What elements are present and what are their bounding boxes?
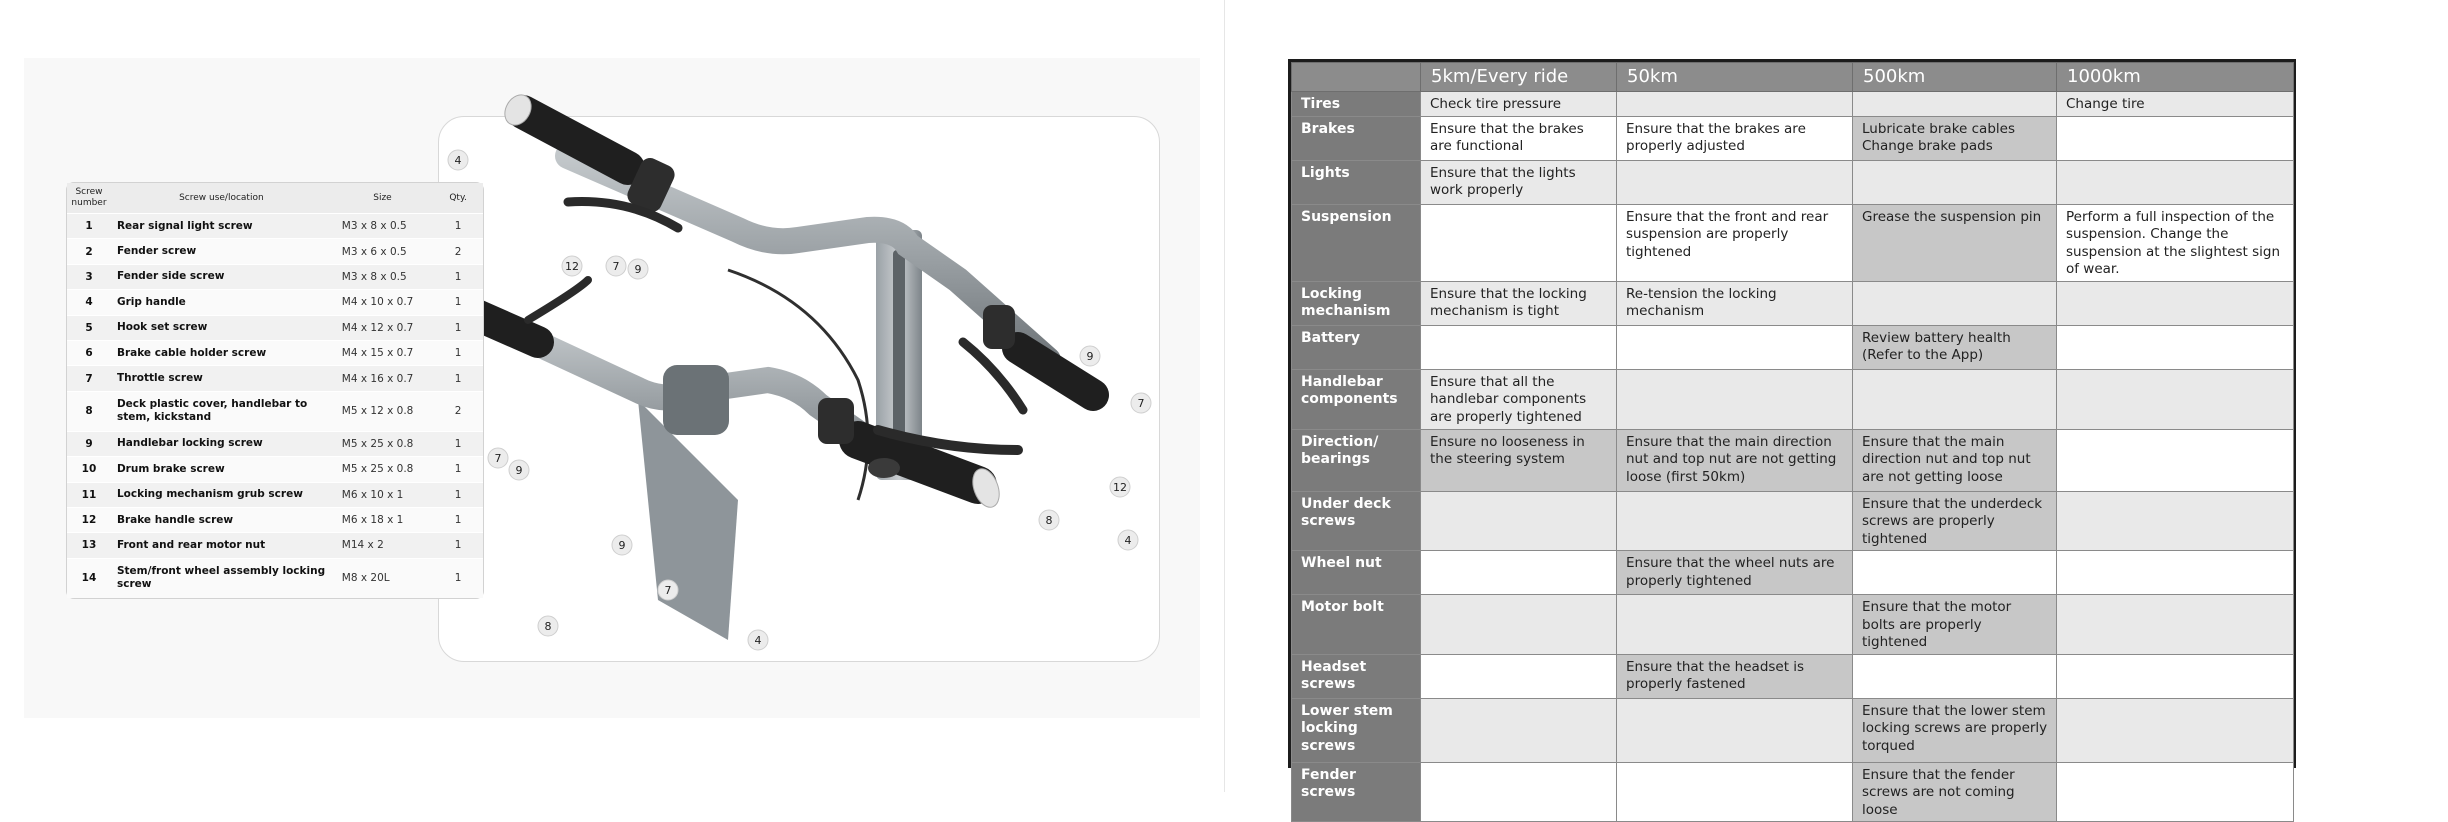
maintenance-cell: Ensure that the lower stem locking screws are properly torqued bbox=[1853, 698, 2057, 762]
screw-qty: 1 bbox=[433, 558, 483, 598]
screw-use: Throttle screw bbox=[111, 365, 332, 390]
maintenance-cell bbox=[1617, 369, 1853, 429]
screw-row bbox=[67, 289, 483, 314]
component-label: Locking mechanism bbox=[1292, 281, 1421, 325]
screw-number: 2 bbox=[67, 238, 111, 263]
screw-use: Stem/front wheel assembly locking screw bbox=[111, 558, 332, 598]
maintenance-cell bbox=[1853, 654, 2057, 698]
maintenance-cell bbox=[1617, 491, 1853, 551]
callout-label: 12 bbox=[565, 260, 579, 273]
maintenance-table-body bbox=[1292, 92, 2294, 822]
maintenance-cell bbox=[1617, 762, 1853, 822]
screw-table-body bbox=[67, 213, 483, 598]
component-label: Motor bolt bbox=[1292, 595, 1421, 655]
maintenance-cell: Perform a full inspection of the suspension. Change the suspension at the slightest sign of wear. bbox=[2057, 204, 2294, 281]
maintenance-cell bbox=[1421, 698, 1617, 762]
callout-label: 12 bbox=[1113, 481, 1127, 494]
throttle-box-lower bbox=[818, 398, 854, 444]
maintenance-header-row bbox=[1292, 63, 2294, 92]
callout-label: 9 bbox=[634, 263, 642, 276]
maintenance-cell: Re-tension the locking mechanism bbox=[1617, 281, 1853, 325]
maintenance-cell: Lubricate brake cables Change brake pads bbox=[1853, 116, 2057, 160]
screw-number: 8 bbox=[67, 391, 111, 431]
maintenance-cell: Ensure that the main direction nut and top nut are not getting loose bbox=[1853, 429, 2057, 491]
maintenance-cell bbox=[1421, 491, 1617, 551]
component-label: Headset screws bbox=[1292, 654, 1421, 698]
component-label: Lower stem locking screws bbox=[1292, 698, 1421, 762]
maintenance-row bbox=[1292, 369, 2294, 429]
callout-label: 9 bbox=[618, 539, 626, 552]
maintenance-cell bbox=[2057, 595, 2294, 655]
maintenance-cell: Change tire bbox=[2057, 92, 2294, 117]
maintenance-cell bbox=[2057, 698, 2294, 762]
callout-label: 7 bbox=[612, 260, 620, 273]
left-page bbox=[0, 0, 1222, 792]
interval-header: 50km bbox=[1617, 63, 1853, 92]
maintenance-cell: Ensure that the brakes are properly adjusted bbox=[1617, 116, 1853, 160]
component-label: Lights bbox=[1292, 160, 1421, 204]
maintenance-cell bbox=[2057, 491, 2294, 551]
maintenance-cell bbox=[2057, 116, 2294, 160]
maintenance-cell bbox=[1617, 160, 1853, 204]
callout-label: 7 bbox=[664, 584, 672, 597]
screw-row bbox=[67, 340, 483, 365]
thumb-throttle bbox=[868, 458, 900, 478]
screw-row bbox=[67, 315, 483, 340]
maintenance-cell bbox=[1421, 762, 1617, 822]
maintenance-cell bbox=[1421, 325, 1617, 369]
screw-qty: 1 bbox=[433, 365, 483, 390]
maintenance-table-frame bbox=[1288, 59, 2296, 818]
screw-qty: 1 bbox=[433, 289, 483, 314]
component-label: Battery bbox=[1292, 325, 1421, 369]
screw-use: Rear signal light screw bbox=[111, 213, 332, 238]
stem-head-lower bbox=[663, 365, 729, 435]
screw-use: Fender screw bbox=[111, 238, 332, 263]
component-label: Wheel nut bbox=[1292, 551, 1421, 595]
screw-qty: 1 bbox=[433, 431, 483, 456]
screw-qty: 1 bbox=[433, 532, 483, 557]
maintenance-row bbox=[1292, 762, 2294, 822]
maintenance-row bbox=[1292, 160, 2294, 204]
screw-qty: 1 bbox=[433, 340, 483, 365]
screw-table-header-row bbox=[67, 183, 483, 213]
screw-qty: 1 bbox=[433, 482, 483, 507]
callout-label: 7 bbox=[494, 452, 502, 465]
screw-row bbox=[67, 532, 483, 557]
callout-label: 9 bbox=[515, 464, 523, 477]
maintenance-row bbox=[1292, 595, 2294, 655]
component-label: Tires bbox=[1292, 92, 1421, 117]
screw-row bbox=[67, 431, 483, 456]
screw-qty: 1 bbox=[433, 507, 483, 532]
screw-qty: 2 bbox=[433, 238, 483, 263]
maintenance-cell bbox=[1617, 325, 1853, 369]
screw-size: M4 x 10 x 0.7 bbox=[332, 289, 433, 314]
maintenance-cell bbox=[1421, 595, 1617, 655]
maintenance-cell bbox=[2057, 762, 2294, 822]
maintenance-row bbox=[1292, 654, 2294, 698]
maintenance-cell: Ensure that the motor bolts are properly tightened bbox=[1853, 595, 2057, 655]
component-label: Handlebar components bbox=[1292, 369, 1421, 429]
maintenance-cell bbox=[1853, 281, 2057, 325]
screw-size-header: Size bbox=[332, 183, 433, 213]
component-label: Fender screws bbox=[1292, 762, 1421, 822]
maintenance-cell bbox=[1617, 595, 1853, 655]
screw-row bbox=[67, 264, 483, 289]
component-label: Direction/ bearings bbox=[1292, 429, 1421, 491]
callout-label: 4 bbox=[454, 154, 462, 167]
maintenance-cell bbox=[2057, 325, 2294, 369]
screw-size: M5 x 12 x 0.8 bbox=[332, 391, 433, 431]
maintenance-cell bbox=[1421, 204, 1617, 281]
screw-size: M6 x 18 x 1 bbox=[332, 507, 433, 532]
maintenance-cell: Ensure that all the handlebar components are properly tightened bbox=[1421, 369, 1617, 429]
callout-label: 9 bbox=[1086, 350, 1094, 363]
component-label: Brakes bbox=[1292, 116, 1421, 160]
screw-use: Drum brake screw bbox=[111, 456, 332, 481]
screw-use: Handlebar locking screw bbox=[111, 431, 332, 456]
screw-size: M3 x 6 x 0.5 bbox=[332, 238, 433, 263]
brake-lever-lower-left bbox=[528, 280, 588, 320]
screw-use: Brake handle screw bbox=[111, 507, 332, 532]
screw-number: 5 bbox=[67, 315, 111, 340]
maintenance-cell bbox=[1853, 369, 2057, 429]
maintenance-row bbox=[1292, 204, 2294, 281]
maintenance-cell bbox=[2057, 160, 2294, 204]
screw-row bbox=[67, 482, 483, 507]
screw-use: Hook set screw bbox=[111, 315, 332, 340]
screw-size: M5 x 25 x 0.8 bbox=[332, 431, 433, 456]
maintenance-cell bbox=[2057, 429, 2294, 491]
screw-qty-header: Qty. bbox=[433, 183, 483, 213]
screw-qty: 1 bbox=[433, 456, 483, 481]
maintenance-cell: Check tire pressure bbox=[1421, 92, 1617, 117]
maintenance-row bbox=[1292, 551, 2294, 595]
callout-label: 4 bbox=[754, 634, 762, 647]
screw-number: 7 bbox=[67, 365, 111, 390]
screw-number: 6 bbox=[67, 340, 111, 365]
maintenance-cell bbox=[2057, 654, 2294, 698]
maintenance-cell: Grease the suspension pin bbox=[1853, 204, 2057, 281]
maintenance-cell bbox=[1421, 654, 1617, 698]
maintenance-cell: Ensure that the brakes are functional bbox=[1421, 116, 1617, 160]
screw-row bbox=[67, 213, 483, 238]
screw-number: 1 bbox=[67, 213, 111, 238]
maintenance-row bbox=[1292, 116, 2294, 160]
page-divider bbox=[1224, 0, 1225, 792]
maintenance-row bbox=[1292, 325, 2294, 369]
screw-number-header: Screw number bbox=[67, 183, 111, 213]
maintenance-row bbox=[1292, 92, 2294, 117]
maintenance-row bbox=[1292, 281, 2294, 325]
maintenance-cell bbox=[1617, 698, 1853, 762]
screw-row bbox=[67, 558, 483, 598]
maintenance-cell: Ensure that the locking mechanism is tight bbox=[1421, 281, 1617, 325]
callout-label: 8 bbox=[1045, 514, 1053, 527]
throttle-box-right bbox=[983, 305, 1015, 349]
screw-size: M5 x 25 x 0.8 bbox=[332, 456, 433, 481]
screw-qty: 1 bbox=[433, 315, 483, 340]
screw-number: 4 bbox=[67, 289, 111, 314]
interval-header: 500km bbox=[1853, 63, 2057, 92]
screw-qty: 2 bbox=[433, 391, 483, 431]
screw-number: 3 bbox=[67, 264, 111, 289]
stem-lower bbox=[638, 400, 738, 640]
screw-number: 13 bbox=[67, 532, 111, 557]
stem-slot bbox=[893, 250, 905, 450]
maintenance-cell bbox=[1853, 92, 2057, 117]
screw-size: M3 x 8 x 0.5 bbox=[332, 264, 433, 289]
screw-use: Locking mechanism grub screw bbox=[111, 482, 332, 507]
maintenance-cell bbox=[1853, 160, 2057, 204]
screw-use: Deck plastic cover, handlebar to stem, kickstand bbox=[111, 391, 332, 431]
screw-size: M8 x 20L bbox=[332, 558, 433, 598]
screw-row bbox=[67, 238, 483, 263]
maintenance-row bbox=[1292, 491, 2294, 551]
maintenance-cell bbox=[1853, 551, 2057, 595]
callout-label: 8 bbox=[544, 620, 552, 633]
component-label: Suspension bbox=[1292, 204, 1421, 281]
screw-size: M14 x 2 bbox=[332, 532, 433, 557]
screw-size: M4 x 12 x 0.7 bbox=[332, 315, 433, 340]
maintenance-cell bbox=[2057, 281, 2294, 325]
maintenance-corner-header bbox=[1292, 63, 1421, 92]
screw-use: Fender side screw bbox=[111, 264, 332, 289]
screw-size: M6 x 10 x 1 bbox=[332, 482, 433, 507]
screw-number: 14 bbox=[67, 558, 111, 598]
component-label: Under deck screws bbox=[1292, 491, 1421, 551]
maintenance-table bbox=[1291, 62, 2294, 822]
screw-number: 9 bbox=[67, 431, 111, 456]
handlebar-illustration bbox=[438, 80, 1160, 670]
maintenance-cell: Ensure that the main direction nut and top nut are not getting loose (first 50km) bbox=[1617, 429, 1853, 491]
screw-use: Grip handle bbox=[111, 289, 332, 314]
maintenance-cell: Ensure that the lights work properly bbox=[1421, 160, 1617, 204]
maintenance-cell: Ensure that the underdeck screws are properly tightened bbox=[1853, 491, 2057, 551]
maintenance-cell bbox=[2057, 551, 2294, 595]
interval-header: 5km/Every ride bbox=[1421, 63, 1617, 92]
screw-row bbox=[67, 507, 483, 532]
callout-label: 7 bbox=[1137, 397, 1145, 410]
screw-size: M4 x 15 x 0.7 bbox=[332, 340, 433, 365]
maintenance-row bbox=[1292, 698, 2294, 762]
screw-table bbox=[66, 182, 484, 599]
screw-number: 11 bbox=[67, 482, 111, 507]
maintenance-cell: Ensure that the wheel nuts are properly tightened bbox=[1617, 551, 1853, 595]
screw-size: M3 x 8 x 0.5 bbox=[332, 213, 433, 238]
maintenance-cell: Ensure that the headset is properly fastened bbox=[1617, 654, 1853, 698]
screw-row bbox=[67, 391, 483, 431]
screw-qty: 1 bbox=[433, 264, 483, 289]
maintenance-cell: Ensure that the fender screws are not coming loose bbox=[1853, 762, 2057, 822]
maintenance-cell bbox=[1617, 92, 1853, 117]
maintenance-cell bbox=[1421, 551, 1617, 595]
screw-use-header: Screw use/location bbox=[111, 183, 332, 213]
screw-number: 10 bbox=[67, 456, 111, 481]
screw-number: 12 bbox=[67, 507, 111, 532]
maintenance-cell: Review battery health (Refer to the App) bbox=[1853, 325, 2057, 369]
screw-size: M4 x 16 x 0.7 bbox=[332, 365, 433, 390]
screw-use: Front and rear motor nut bbox=[111, 532, 332, 557]
callout-label: 4 bbox=[1124, 534, 1132, 547]
maintenance-row bbox=[1292, 429, 2294, 491]
maintenance-cell: Ensure no looseness in the steering system bbox=[1421, 429, 1617, 491]
screw-row bbox=[67, 365, 483, 390]
screw-qty: 1 bbox=[433, 213, 483, 238]
screw-row bbox=[67, 456, 483, 481]
maintenance-cell: Ensure that the front and rear suspension are properly tightened bbox=[1617, 204, 1853, 281]
screw-use: Brake cable holder screw bbox=[111, 340, 332, 365]
maintenance-cell bbox=[2057, 369, 2294, 429]
interval-header: 1000km bbox=[2057, 63, 2294, 92]
